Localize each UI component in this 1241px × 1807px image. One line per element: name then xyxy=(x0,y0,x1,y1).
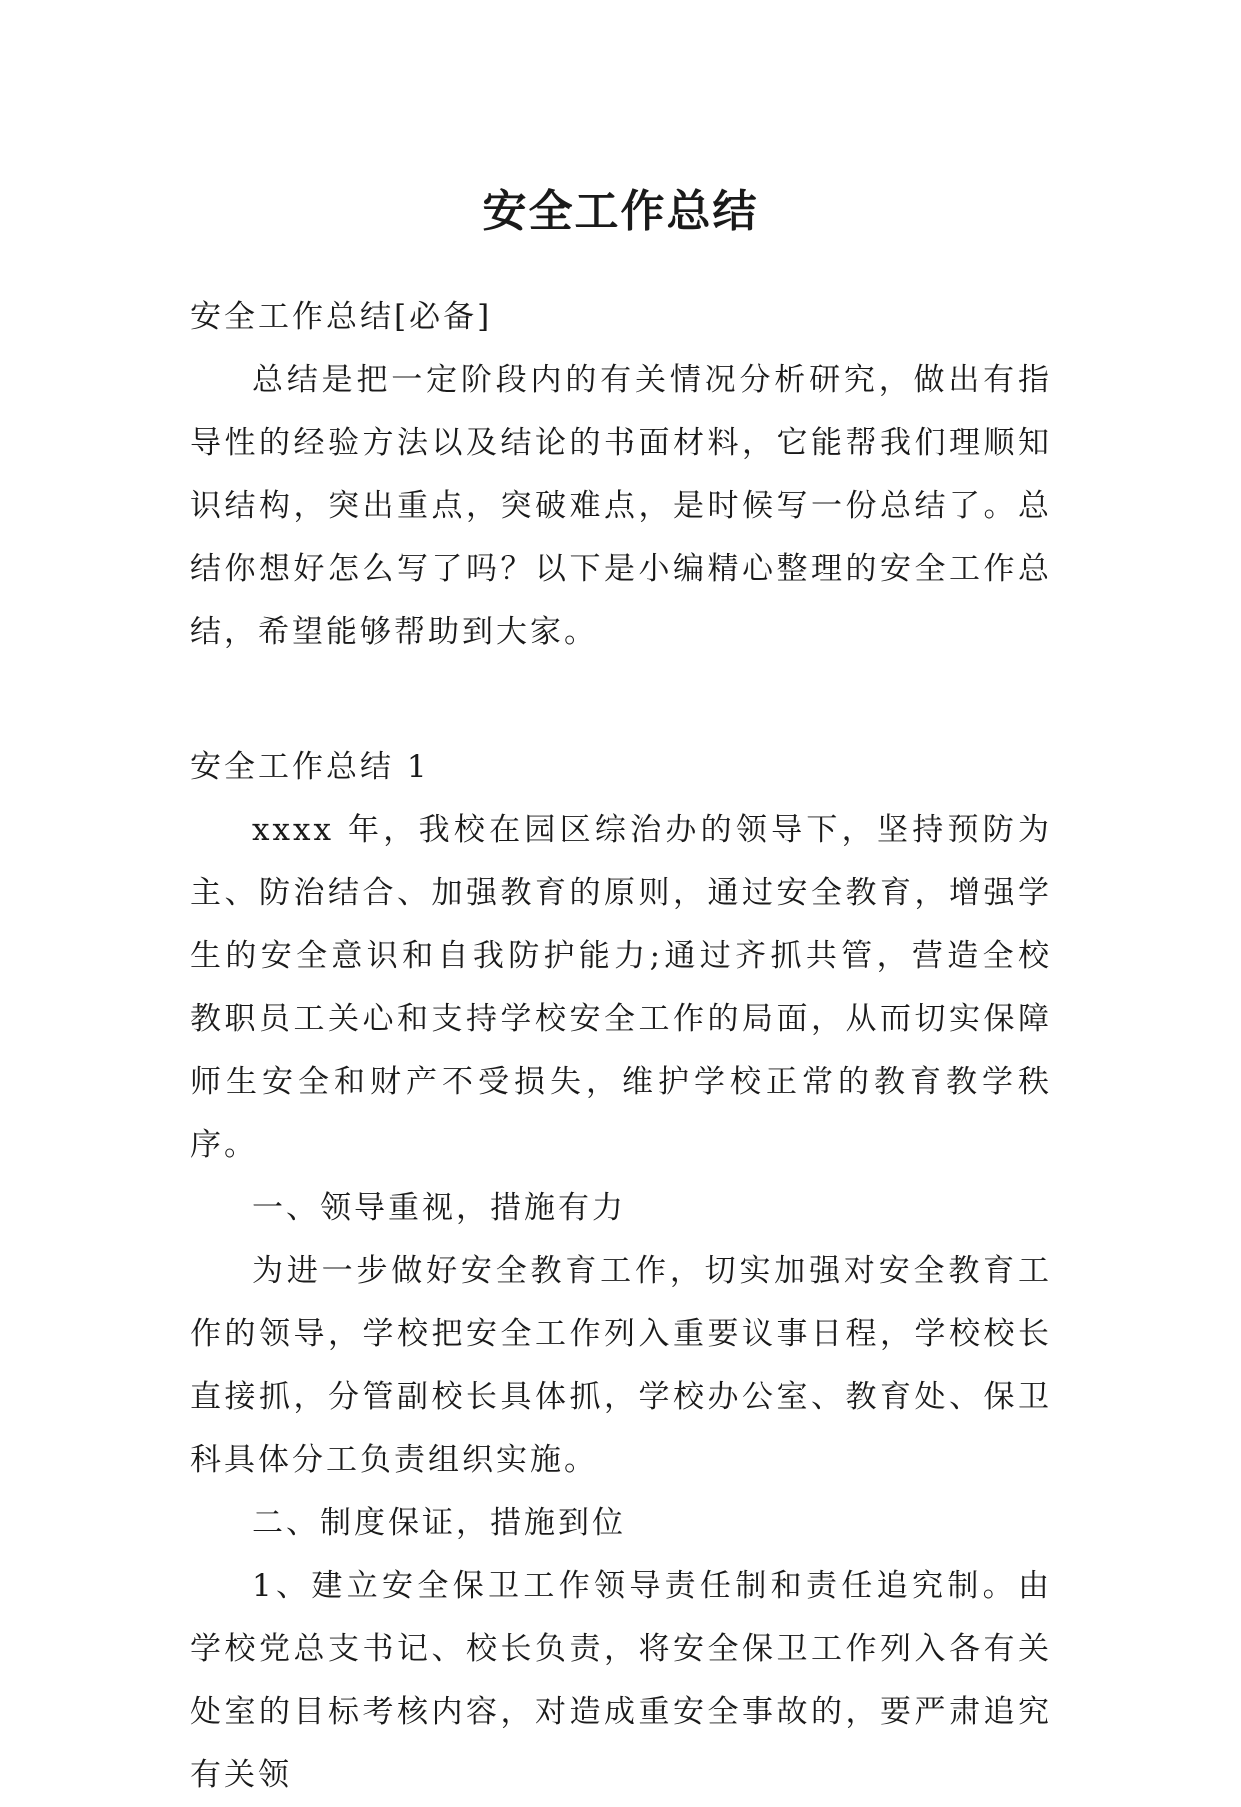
document-title: 安全工作总结 xyxy=(482,186,759,238)
section-spacer xyxy=(190,664,1052,736)
document-body xyxy=(190,286,1052,1807)
subsection-heading: 一、领导重视，措施有力 xyxy=(252,1190,626,1226)
subsection-heading: 二、制度保证，措施到位 xyxy=(252,1505,626,1541)
section-heading: 安全工作总结 1 xyxy=(190,749,430,785)
body-paragraph: 1、建立安全保卫工作领导责任制和责任追究制。由学校党总支书记、校长负责，将安全保卫工作列入各有关处室的目标考核内容，对造成重安全事故的，要严肃追究有关领 xyxy=(190,1568,1052,1793)
body-paragraph: 为进一步做好安全教育工作，切实加强对安全教育工作的领导，学校把安全工作列入重要议事日程，学校校长直接抓，分管副校长具体抓，学校办公室、教育处、保卫科具体分工负责组织实施。 xyxy=(190,1253,1052,1478)
body-paragraph: xxxx 年，我校在园区综治办的领导下，坚持预防为主、防治结合、加强教育的原则，通过安全教育，增强学生的安全意识和自我防护能力;通过齐抓共管，营造全校教职员工关心和支持学校安全工作的局面，从而切实保障师生安全和财产不受损失，维护学校正常的教育教学秩序。 xyxy=(190,812,1052,1163)
document-subtitle: 安全工作总结[必备] xyxy=(190,299,493,335)
intro-paragraph: 总结是把一定阶段内的有关情况分析研究，做出有指导性的经验方法以及结论的书面材料，它能帮我们理顺知识结构，突出重点，突破难点，是时候写一份总结了。总结你想好怎么写了吗？以下是小编精心整理的安全工作总结，希望能够帮助到大家。 xyxy=(190,362,1052,650)
